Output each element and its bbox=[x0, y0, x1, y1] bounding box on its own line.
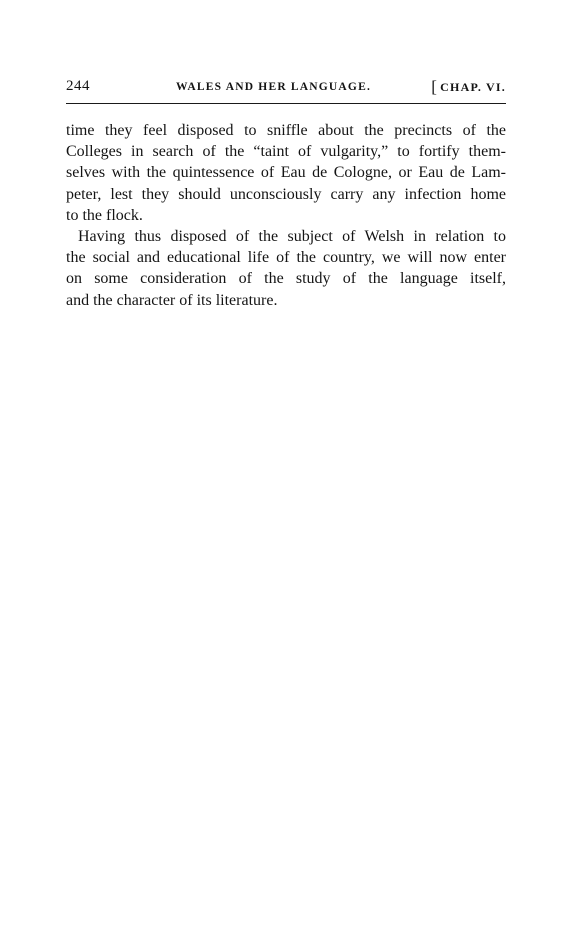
text-line: peter, lest they should unconsciously carry any infection home bbox=[66, 185, 506, 203]
text-line: Colleges in search of the “taint of vulgarity,” to fortify them- bbox=[66, 143, 506, 161]
text-line: to the flock. bbox=[66, 206, 143, 224]
body-text bbox=[66, 120, 506, 311]
page-number: 244 bbox=[66, 78, 90, 94]
text-line: selves with the quintessence of Eau de Cologne, or Eau de Lam- bbox=[66, 164, 506, 182]
paragraph-2 bbox=[66, 226, 506, 311]
text-line: on some consideration of the study of the language itself, bbox=[66, 270, 506, 288]
running-title: WALES AND HER LANGUAGE. bbox=[176, 81, 372, 93]
text-line: Having thus disposed of the subject of Welsh in relation to bbox=[78, 227, 506, 245]
paragraph-1 bbox=[66, 120, 506, 226]
text-line: the social and educational life of the country, we will now enter bbox=[66, 249, 506, 267]
chapter-label bbox=[431, 76, 506, 97]
header-rule bbox=[66, 103, 506, 104]
text-line: time they feel disposed to sniffle about the precincts of the bbox=[66, 122, 506, 139]
chapter-text: CHAP. VI. bbox=[440, 80, 506, 94]
text-line: and the character of its literature. bbox=[66, 291, 278, 309]
chapter-bracket: [ bbox=[431, 77, 439, 96]
running-head bbox=[66, 76, 506, 96]
